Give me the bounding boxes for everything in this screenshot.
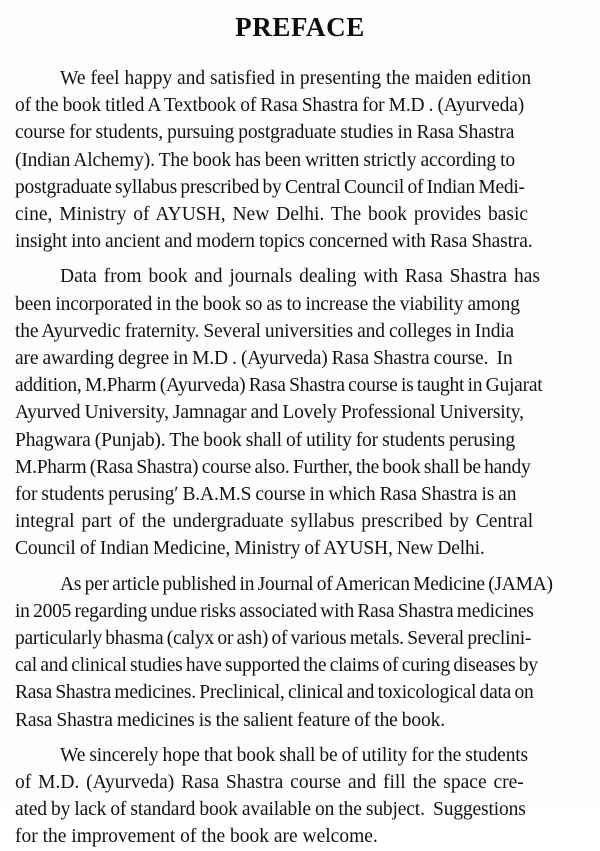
- text-line: (Indian Alchemy). The book has been written strictly according to: [15, 149, 516, 171]
- text-line: in 2005 regarding undue risks associated with Rasa Shastra medicines: [15, 600, 534, 622]
- text-line: cal and clinical studies have supported the claims of curing diseases by: [15, 655, 538, 677]
- text-line: ated by lack of standard book available on the subject. Suggestions: [15, 799, 526, 821]
- text-line: Rasa Shastra medicines. Preclinical, clinical and toxicological data on: [15, 682, 534, 704]
- text-line: of M.D. (Ayurveda) Rasa Shastra course and fill the space cre-: [15, 772, 524, 794]
- text-line: Council of Indian Medicine, Ministry of AYUSH, New Delhi.: [15, 538, 485, 560]
- text-line: particularly bhasma (calyx or ash) of various metals. Several preclini-: [15, 628, 532, 650]
- text-line: integral part of the undergraduate syllabus prescribed by Central: [15, 511, 534, 533]
- paragraph-2: [15, 263, 583, 562]
- text-line: for the improvement of the book are welcome.: [15, 826, 378, 848]
- text-line: addition, M.Pharm (Ayurveda) Rasa Shastra course is taught in Gujarat: [15, 375, 543, 397]
- text-line: We sincerely hope that book shall be of utility for the students: [60, 744, 528, 766]
- text-line: Ayurved University, Jamnagar and Lovely Professional University,: [15, 402, 524, 424]
- paragraph-4: [15, 742, 583, 851]
- text-line: Rasa Shastra medicines is the salient feature of the book.: [15, 709, 445, 731]
- text-line: cine, Ministry of AYUSH, New Delhi. The book provides basic: [15, 204, 529, 226]
- text-line: for students perusingʹ B.A.M.S course in which Rasa Shastra is an: [15, 484, 517, 506]
- paragraph-1: [15, 65, 583, 255]
- text-line: insight into ancient and modern topics concerned with Rasa Shastra.: [15, 231, 533, 253]
- text-line: been incorporated in the book so as to increase the viability among: [15, 293, 520, 315]
- text-line: Data from book and journals dealing with Rasa Shastra has: [60, 266, 540, 288]
- text-line: the Ayurvedic fraternity. Several universities and colleges in India: [15, 320, 515, 342]
- text-line: M.Pharm (Rasa Shastra) course also. Further, the book shall be handy: [15, 456, 531, 478]
- text-line: course for students, pursuing postgraduate studies in Rasa Shastra: [15, 122, 515, 144]
- text-line: are awarding degree in M.D . (Ayurveda) Rasa Shastra course. In: [15, 348, 513, 370]
- text-line: of the book titled A Textbook of Rasa Shastra for M.D . (Ayurveda): [15, 95, 525, 117]
- text-line: We feel happy and satisfied in presenting the maiden edition: [60, 68, 532, 89]
- preface-body: [0, 65, 600, 851]
- text-line: Phagwara (Punjab). The book shall of utility for students perusing: [15, 429, 515, 451]
- text-line: postgraduate syllabus prescribed by Central Council of Indian Medi-: [15, 176, 525, 198]
- page-title: PREFACE: [235, 12, 365, 42]
- paragraph-3: [15, 571, 583, 734]
- text-line: As per article published in Journal of American Medicine (JAMA): [60, 573, 553, 595]
